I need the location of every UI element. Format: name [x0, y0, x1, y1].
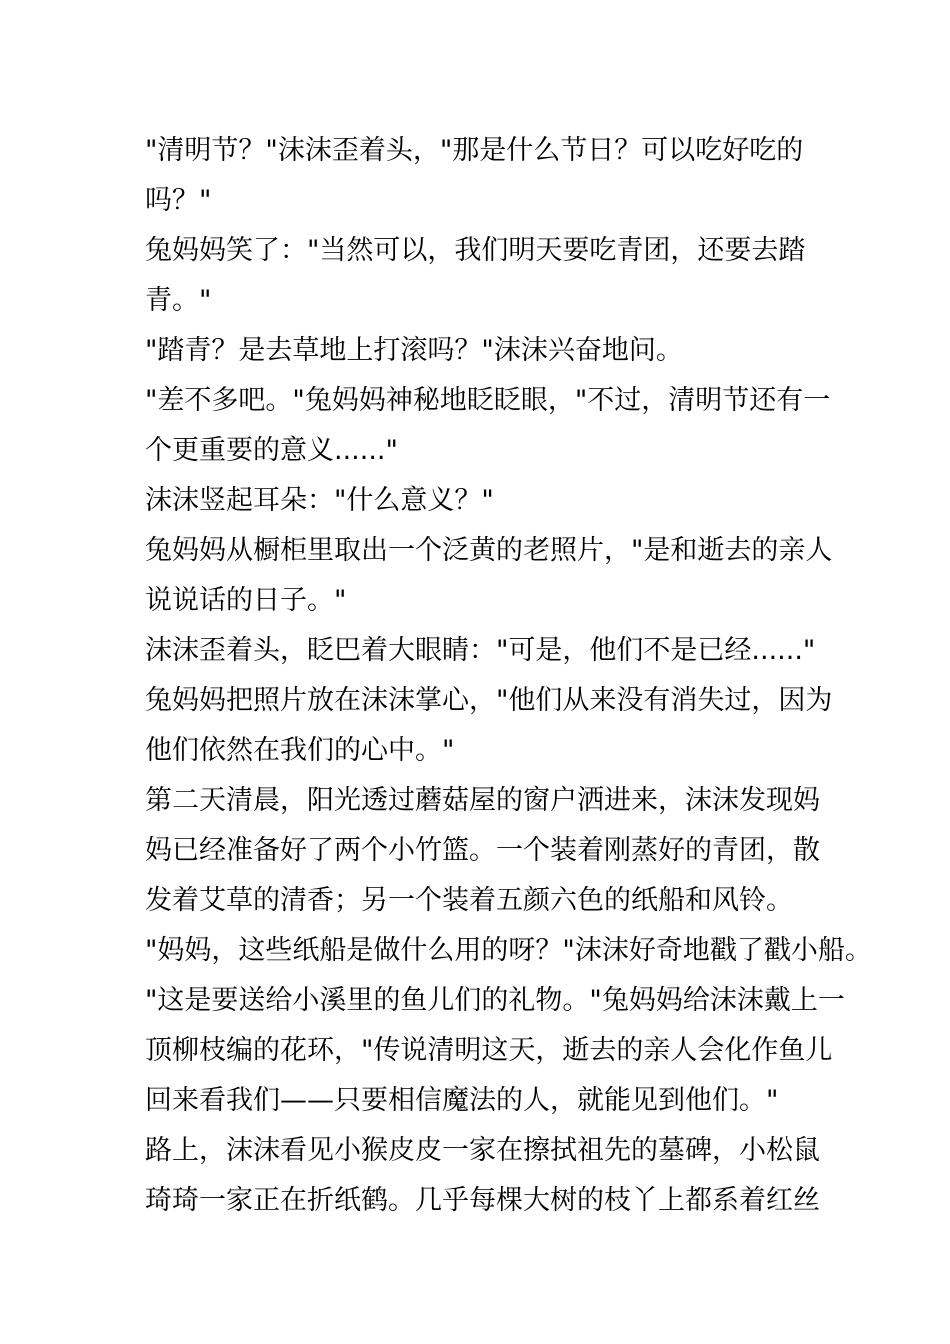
text-line: 发着艾草的清香；另一个装着五颜六色的纸船和风铃。 — [145, 885, 793, 916]
text-line: 吗？" — [145, 185, 212, 216]
text-line: 妈已经准备好了两个小竹篮。一个装着刚蒸好的青团，散 — [145, 835, 820, 866]
text-line: 回来看我们——只要相信魔法的人，就能见到他们。" — [145, 1085, 779, 1116]
text-line: 路上，沫沫看见小猴皮皮一家在擦拭祖先的墓碑，小松鼠 — [145, 1135, 820, 1166]
text-line: 兔妈妈笑了："当然可以，我们明天要吃青团，还要去踏 — [145, 235, 806, 266]
text-line: 兔妈妈把照片放在沫沫掌心，"他们从来没有消失过，因为 — [145, 685, 833, 716]
text-line: 他们依然在我们的心中。" — [145, 735, 455, 766]
text-line: 说说话的日子。" — [145, 585, 347, 616]
text-line: 沫沫歪着头，眨巴着大眼睛："可是，他们不是已经......" — [145, 635, 816, 666]
text-line: 顶柳枝编的花环，"传说清明这天，逝去的亲人会化作鱼儿 — [145, 1035, 833, 1066]
text-line: 第二天清晨，阳光透过蘑菇屋的窗户洒进来，沫沫发现妈 — [145, 785, 820, 816]
text-line: "妈妈，这些纸船是做什么用的呀？"沫沫好奇地戳了戳小船。 — [145, 935, 872, 966]
text-line: "清明节？"沫沫歪着头，"那是什么节日？可以吃好吃的 — [145, 135, 804, 166]
text-line: "这是要送给小溪里的鱼儿们的礼物。"兔妈妈给沫沫戴上一 — [145, 985, 845, 1016]
text-line: "差不多吧。"兔妈妈神秘地眨眨眼，"不过，清明节还有一 — [145, 385, 831, 416]
text-line: "踏青？是去草地上打滚吗？"沫沫兴奋地问。 — [145, 335, 683, 366]
text-line: 琦琦一家正在折纸鹤。几乎每棵大树的枝丫上都系着红丝 — [145, 1185, 820, 1216]
story-text — [145, 126, 872, 1226]
text-line: 沫沫竖起耳朵："什么意义？" — [145, 485, 494, 516]
text-line: 个更重要的意义......" — [145, 435, 398, 466]
text-line: 兔妈妈从橱柜里取出一个泛黄的老照片，"是和逝去的亲人 — [145, 535, 833, 566]
text-line: 青。" — [145, 285, 212, 316]
